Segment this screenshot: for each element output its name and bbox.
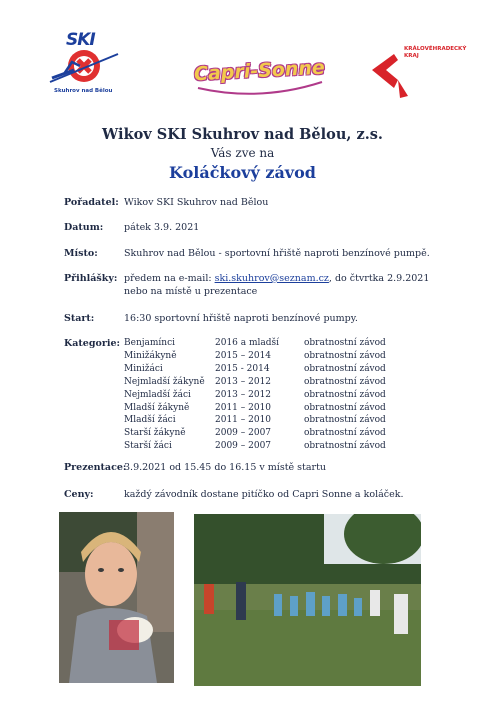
categories-label: Kategorie:	[64, 338, 120, 349]
place-label: Místo:	[64, 248, 98, 259]
category-type: obratnostní závod	[304, 350, 386, 361]
start-label: Start:	[64, 313, 95, 324]
region-logo	[368, 44, 467, 102]
date-value: pátek 3.9. 2021	[124, 222, 200, 233]
date-label: Datum:	[64, 222, 104, 233]
invite-line: Vás zve na	[210, 146, 275, 160]
email-link[interactable]: ski.skuhrov@seznam.cz	[214, 273, 329, 284]
applications-line2: nebo na místě u prezentace	[124, 286, 258, 297]
category-type: obratnostní závod	[304, 428, 386, 439]
category-type: obratnostní závod	[304, 415, 386, 426]
photo-children-group	[194, 514, 421, 686]
category-name: Minižáci	[124, 363, 163, 374]
region-logo-text: KRÁLOVÉHRADECKÝ KRAJ	[404, 46, 467, 59]
category-type: obratnostní závod	[304, 376, 386, 387]
capri-sonne-wordmark: Capri-Sonne	[193, 56, 326, 86]
category-years: 2013 – 2012	[215, 389, 272, 400]
prizes-label: Ceny:	[64, 489, 94, 500]
applications-value	[124, 273, 429, 284]
category-years: 2009 – 2007	[215, 428, 272, 439]
photo-child-eating	[59, 512, 174, 683]
category-name: Starší žáci	[124, 441, 172, 452]
applications-prefix: předem na e-mail:	[124, 273, 212, 284]
category-name: Nejmladší žáci	[124, 389, 191, 400]
category-name: Benjamínci	[124, 338, 176, 348]
ski-logo-subtitle: Skuhrov nad Bělou	[54, 88, 113, 94]
capri-sonne-logo	[186, 58, 334, 98]
category-name: Nejmladší žákyně	[124, 376, 205, 387]
category-years: 2015 – 2014	[215, 350, 272, 361]
applications-label: Přihlášky:	[64, 273, 118, 284]
category-years: 2009 – 2007	[215, 441, 272, 452]
category-name: Mladší žákyně	[124, 402, 190, 413]
organizer-value: Wikov SKI Skuhrov nad Bělou	[124, 197, 269, 208]
presentation-label: Prezentace:	[64, 462, 127, 473]
place-value: Skuhrov nad Bělou - sportovní hřiště naproti benzínové pumpě.	[124, 248, 430, 259]
prizes-value: každý závodník dostane pitíčko od Capri Sonne a koláček.	[124, 489, 404, 500]
category-years: 2011 – 2010	[215, 415, 272, 426]
category-type: obratnostní závod	[304, 338, 386, 348]
category-years: 2016 a mladší	[215, 338, 280, 348]
category-years: 2013 – 2012	[215, 376, 272, 387]
category-years: 2011 – 2010	[215, 402, 272, 413]
presentation-value: 3.9.2021 od 15.45 do 16.15 v místě startu	[124, 462, 327, 473]
event-title: Koláčkový závod	[169, 163, 316, 182]
category-years: 2015 - 2014	[215, 363, 270, 374]
category-type: obratnostní závod	[304, 402, 386, 413]
organizer-label: Pořadatel:	[64, 197, 119, 208]
category-type: obratnostní závod	[304, 363, 386, 374]
ski-logo-word: SKI	[66, 30, 95, 50]
category-type: obratnostní závod	[304, 389, 386, 400]
category-name: Starší žákyně	[124, 428, 186, 439]
applications-suffix: , do čtvrtka 2.9.2021	[328, 273, 430, 284]
start-value: 16:30 sportovní hřiště naproti benzínové pumpy.	[124, 313, 358, 324]
organizer-title: Wikov SKI Skuhrov nad Bělou, z.s.	[102, 126, 383, 143]
category-name: Minižákyně	[124, 350, 177, 361]
ski-club-logo	[44, 30, 124, 98]
category-type: obratnostní závod	[304, 441, 386, 452]
category-name: Mladší žáci	[124, 415, 176, 426]
